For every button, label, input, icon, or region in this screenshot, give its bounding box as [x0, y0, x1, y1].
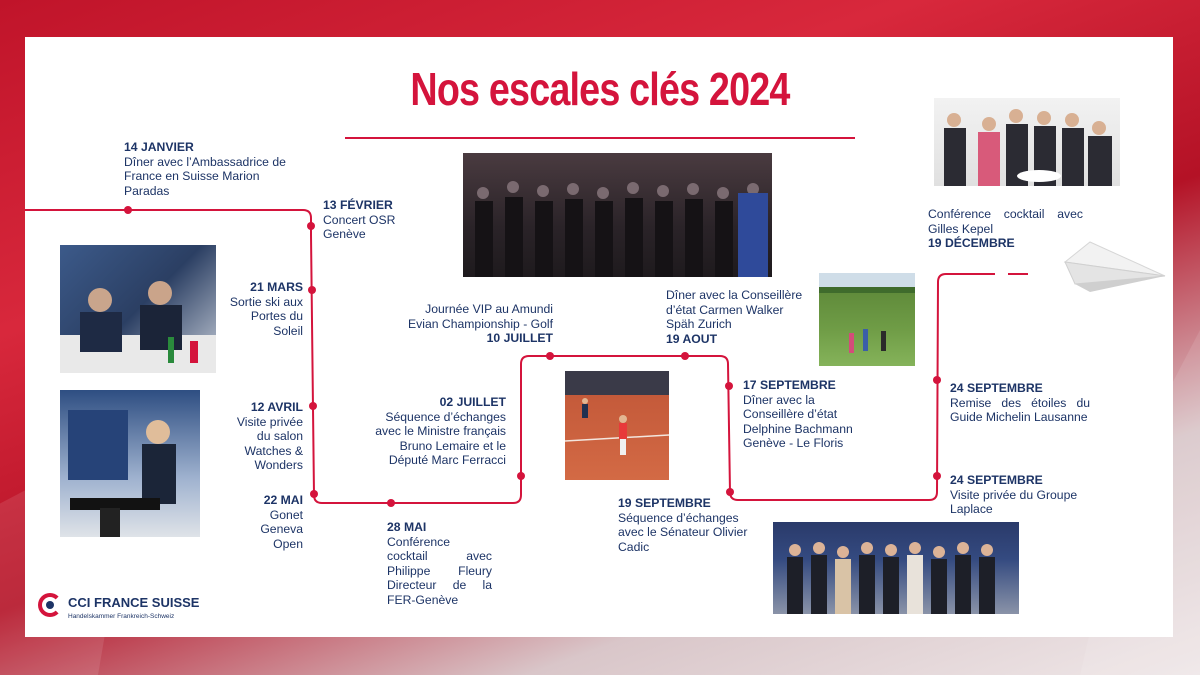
- event-date: 10 JUILLET: [486, 331, 553, 346]
- timeline-dot: [309, 402, 317, 410]
- event-date: 19 AOUT: [666, 331, 718, 346]
- event-24-septembre-michelin: [950, 381, 1090, 425]
- event-19-decembre: [928, 207, 1083, 251]
- event-text: Concert OSR Genève: [323, 212, 396, 242]
- event-text: Visite privée du salon Watches & Wonders: [236, 414, 303, 473]
- photo-evian-golf: [819, 273, 915, 366]
- photo-cci-130-ans: [60, 390, 200, 537]
- timeline-dot: [725, 382, 733, 390]
- event-date: 28 MAI: [387, 520, 427, 534]
- timeline-dot: [124, 206, 132, 214]
- logo-name: CCI FRANCE SUISSE: [68, 595, 200, 610]
- event-21-mars: [220, 280, 303, 338]
- timeline-dot: [387, 499, 395, 507]
- cci-france-suisse-logo: [38, 591, 198, 625]
- event-10-juillet: [395, 302, 553, 346]
- event-date: 13 FÉVRIER: [323, 198, 393, 212]
- event-02-juillet: [360, 395, 506, 468]
- event-date: 02 JUILLET: [439, 395, 506, 409]
- event-text: Visite privée du Groupe Laplace: [950, 487, 1078, 517]
- event-19-septembre: [618, 496, 748, 554]
- timeline-dot: [933, 376, 941, 384]
- photo-kepel-conference: [934, 98, 1120, 186]
- event-text: Remise des étoiles du Guide Michelin Lausanne: [950, 395, 1090, 425]
- event-date: 24 SEPTEMBRE: [950, 473, 1043, 487]
- event-28-mai: [387, 520, 492, 608]
- page-title: Nos escales clés 2024: [410, 63, 790, 115]
- event-22-mai: [240, 493, 303, 551]
- event-text: Séquence d’échanges avec le Sénateur Olivier Cadic: [618, 510, 748, 554]
- event-date: 14 JANVIER: [124, 140, 194, 154]
- timeline-dot: [308, 286, 316, 294]
- event-date: 24 SEPTEMBRE: [950, 381, 1043, 395]
- event-17-septembre: [743, 378, 868, 451]
- event-text: Séquence d’échanges avec le Ministre français Bruno Lemaire et le Député Marc Ferracci: [375, 409, 506, 468]
- event-date: 19 DÉCEMBRE: [928, 236, 1015, 251]
- event-14-janvier: [124, 140, 294, 198]
- timeline-dot: [933, 472, 941, 480]
- logo-dot-icon: [46, 601, 54, 609]
- event-13-fevrier: [323, 198, 413, 242]
- timeline-dot: [726, 488, 734, 496]
- event-text: Conférence cocktail avec Gilles Kepel: [928, 207, 1083, 236]
- event-text: Dîner avec la Conseillère d’état Carmen Walker Späh Zurich: [666, 288, 803, 332]
- event-text: Dîner avec l’Ambassadrice de France en Suisse Marion Paradas: [124, 154, 286, 198]
- event-date: 21 MARS: [250, 280, 303, 294]
- event-text: Conférence cocktail avec Philippe Fleury Directeur de la FER-Genève: [387, 534, 492, 607]
- event-date: 12 AVRIL: [250, 400, 303, 414]
- event-24-septembre-laplace: [950, 473, 1095, 517]
- event-19-aout: [666, 288, 808, 346]
- photo-tennis-geneva-open: [565, 371, 669, 480]
- event-text: Sortie ski aux Portes du Soleil: [229, 294, 303, 338]
- photo-concert-osr: [463, 153, 772, 277]
- event-date: 22 MAI: [263, 493, 303, 507]
- photo-laplace-group: [773, 522, 1019, 614]
- event-text: Journée VIP au Amundi Evian Championship - Golf: [408, 302, 553, 331]
- timeline-dot: [546, 352, 554, 360]
- photo-paradas-dinner: [60, 245, 216, 373]
- event-12-avril: [220, 400, 303, 473]
- event-date: 17 SEPTEMBRE: [743, 378, 836, 392]
- timeline-dot: [310, 490, 318, 498]
- event-text: Dîner avec la Conseillère d’état Delphine Bachmann Genève - Le Floris: [743, 392, 853, 451]
- timeline-dot: [307, 222, 315, 230]
- event-text: Gonet Geneva Open: [260, 507, 303, 551]
- logo-tagline: Handelskammer Frankreich-Schweiz: [68, 613, 175, 620]
- timeline-dot: [517, 472, 525, 480]
- event-date: 19 SEPTEMBRE: [618, 496, 711, 510]
- timeline-dot: [681, 352, 689, 360]
